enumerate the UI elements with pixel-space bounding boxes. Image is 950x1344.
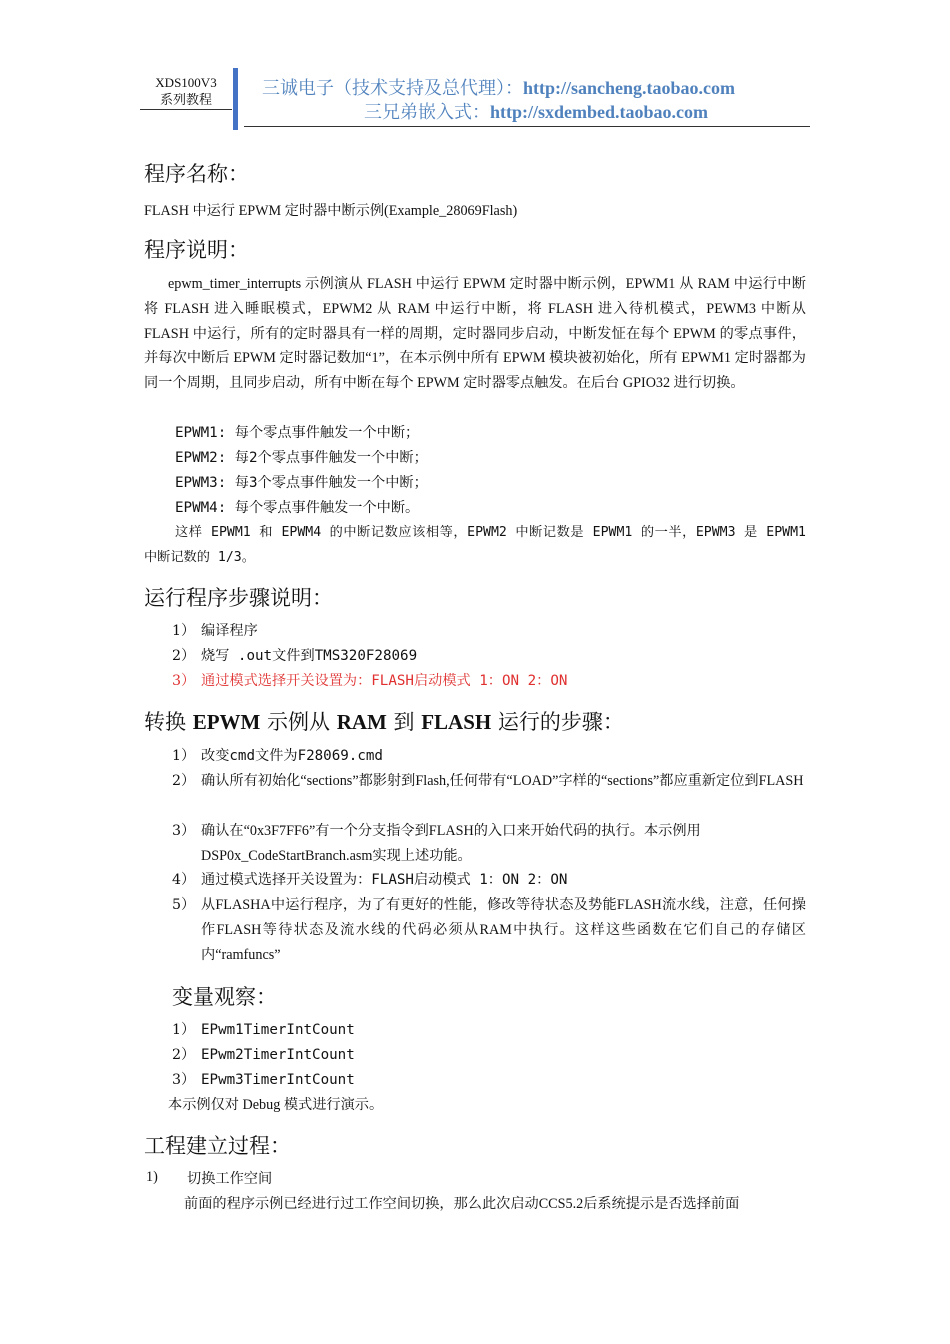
convert-heading-part: 转换 bbox=[144, 710, 193, 734]
header-line-1 bbox=[262, 74, 735, 100]
convert-step-text: 通过模式选择开关设置为：FLASH启动模式 1：ON 2：ON bbox=[201, 872, 568, 888]
header-subtitle: 系列教程 bbox=[159, 92, 212, 107]
header-link-sxdembed[interactable]: http://sxdembed.taobao.com bbox=[490, 102, 709, 122]
run-step-number: 3） bbox=[172, 673, 196, 689]
header-series: XDS100V3 bbox=[155, 75, 217, 90]
epwm-item: EPWM2: 每2个零点事件触发一个中断； bbox=[175, 450, 428, 466]
header-line-2 bbox=[364, 98, 708, 124]
header-links-block bbox=[244, 74, 810, 127]
run-step-number: 2） bbox=[172, 648, 196, 664]
program-name-heading: 程序名称： bbox=[144, 162, 249, 186]
convert-step-text: 从FLASHA中运行程序，为了有更好的性能，修改等待状态及势能FLASH流水线，注意，任何操作FLASH等待状态及流水线的代码必须从RAM中执行。这样这些函数在它们自己的存储区内“ramfuncs” bbox=[201, 897, 806, 963]
watch-variable: EPwm2TimerIntCount bbox=[201, 1047, 355, 1063]
header-left-rule bbox=[140, 109, 232, 110]
convert-step-number: 1） bbox=[172, 748, 196, 764]
convert-heading-part: FLASH bbox=[421, 710, 492, 734]
run-step-number: 1） bbox=[172, 623, 196, 639]
convert-step-number: 2） bbox=[172, 773, 196, 789]
watch-note: 本示例仅对 Debug 模式进行演示。 bbox=[168, 1097, 384, 1113]
project-step-title: 切换工作空间 bbox=[187, 1171, 273, 1187]
run-step-text-highlighted: 通过模式选择开关设置为：FLASH启动模式 1：ON 2：ON bbox=[201, 673, 568, 689]
convert-heading-part: 到 bbox=[386, 710, 422, 734]
watch-item-number: 3） bbox=[172, 1072, 196, 1088]
convert-step-text: 确认在“0x3F7FF6”有一个分支指令到FLASH的入口来开始代码的执行。本示例用DSP0x_CodeStartBranch.asm实现上述功能。 bbox=[201, 823, 701, 864]
run-steps-heading: 运行程序步骤说明： bbox=[144, 586, 333, 610]
project-step-number: 1) bbox=[146, 1169, 158, 1185]
watch-item-number: 1） bbox=[172, 1022, 196, 1038]
convert-heading-part: EPWM bbox=[192, 710, 261, 734]
program-desc-heading: 程序说明： bbox=[144, 238, 249, 262]
run-step-text: 烧写 .out文件到TMS320F28069 bbox=[201, 648, 418, 664]
header-series-block bbox=[140, 74, 232, 108]
program-desc-summary: 这样 EPWM1 和 EPWM4 的中断记数应该相等，EPWM2 中断记数是 EPWM1 的一半，EPWM3 是 EPWM1 中断记数的 1/3。 bbox=[144, 525, 806, 565]
convert-heading-part: 示例从 bbox=[260, 710, 337, 734]
convert-step-number: 4） bbox=[172, 872, 196, 888]
convert-step-text: 确认所有初始化“sections”都影射到Flash,任何带有“LOAD”字样的“sections”都应重新定位到FLASH bbox=[201, 773, 804, 789]
run-step-text: 编译程序 bbox=[201, 623, 258, 639]
epwm-item: EPWM1: 每个零点事件触发一个中断； bbox=[175, 425, 420, 441]
watch-heading: 变量观察： bbox=[172, 985, 277, 1009]
project-heading: 工程建立过程： bbox=[144, 1134, 291, 1158]
header-link-sancheng[interactable]: http://sancheng.taobao.com bbox=[523, 78, 736, 98]
program-desc-paragraph: epwm_timer_interrupts 示例演从 FLASH 中运行 EPWM 定时器中断示例，EPWM1 从 RAM 中运行中断将 FLASH 进入睡眠模式，EPWM2 从 RAM 中运行中断，将 FLASH 进入待机模式，PEWM3 中断从 FLASH 中运行，所有的定时器具有一样的周期，定时器同步启动，中断发怔在每个 EPWM 的零点事件，并每次中断后 EPWM 定时器记数加“1”，在本示例中所有 EPWM 模块被初始化，所有 EPWM1 定时器都为同一个周期，且同步启动，所有中断在每个 EPWM 定时器零点触发。在后台 GPIO32 进行切换。 bbox=[144, 276, 806, 392]
program-name-text: FLASH 中运行 EPWM 定时器中断示例(Example_28069Flash) bbox=[144, 203, 518, 219]
header-divider-bar bbox=[233, 68, 238, 130]
project-step-paragraph: 前面的程序示例已经进行过工作空间切换，那么此次启动CCS5.2后系统提示是否选择前面 bbox=[184, 1196, 740, 1212]
convert-heading bbox=[144, 706, 624, 736]
epwm-item: EPWM4: 每个零点事件触发一个中断。 bbox=[175, 500, 420, 516]
convert-heading-part: 运行的步骤： bbox=[491, 710, 624, 734]
convert-step-number: 3） bbox=[172, 823, 196, 839]
watch-variable: EPwm1TimerIntCount bbox=[201, 1022, 355, 1038]
watch-item-number: 2） bbox=[172, 1047, 196, 1063]
convert-heading-part: RAM bbox=[336, 710, 387, 734]
convert-step-text: 改变cmd文件为F28069.cmd bbox=[201, 748, 383, 764]
header-line-2-label: 三兄弟嵌入式： bbox=[364, 102, 490, 122]
epwm-item: EPWM3: 每3个零点事件触发一个中断； bbox=[175, 475, 428, 491]
watch-variable: EPwm3TimerIntCount bbox=[201, 1072, 355, 1088]
header-line-1-label: 三诚电子（技术支持及总代理）： bbox=[262, 78, 523, 98]
convert-step-number: 5） bbox=[172, 897, 196, 913]
